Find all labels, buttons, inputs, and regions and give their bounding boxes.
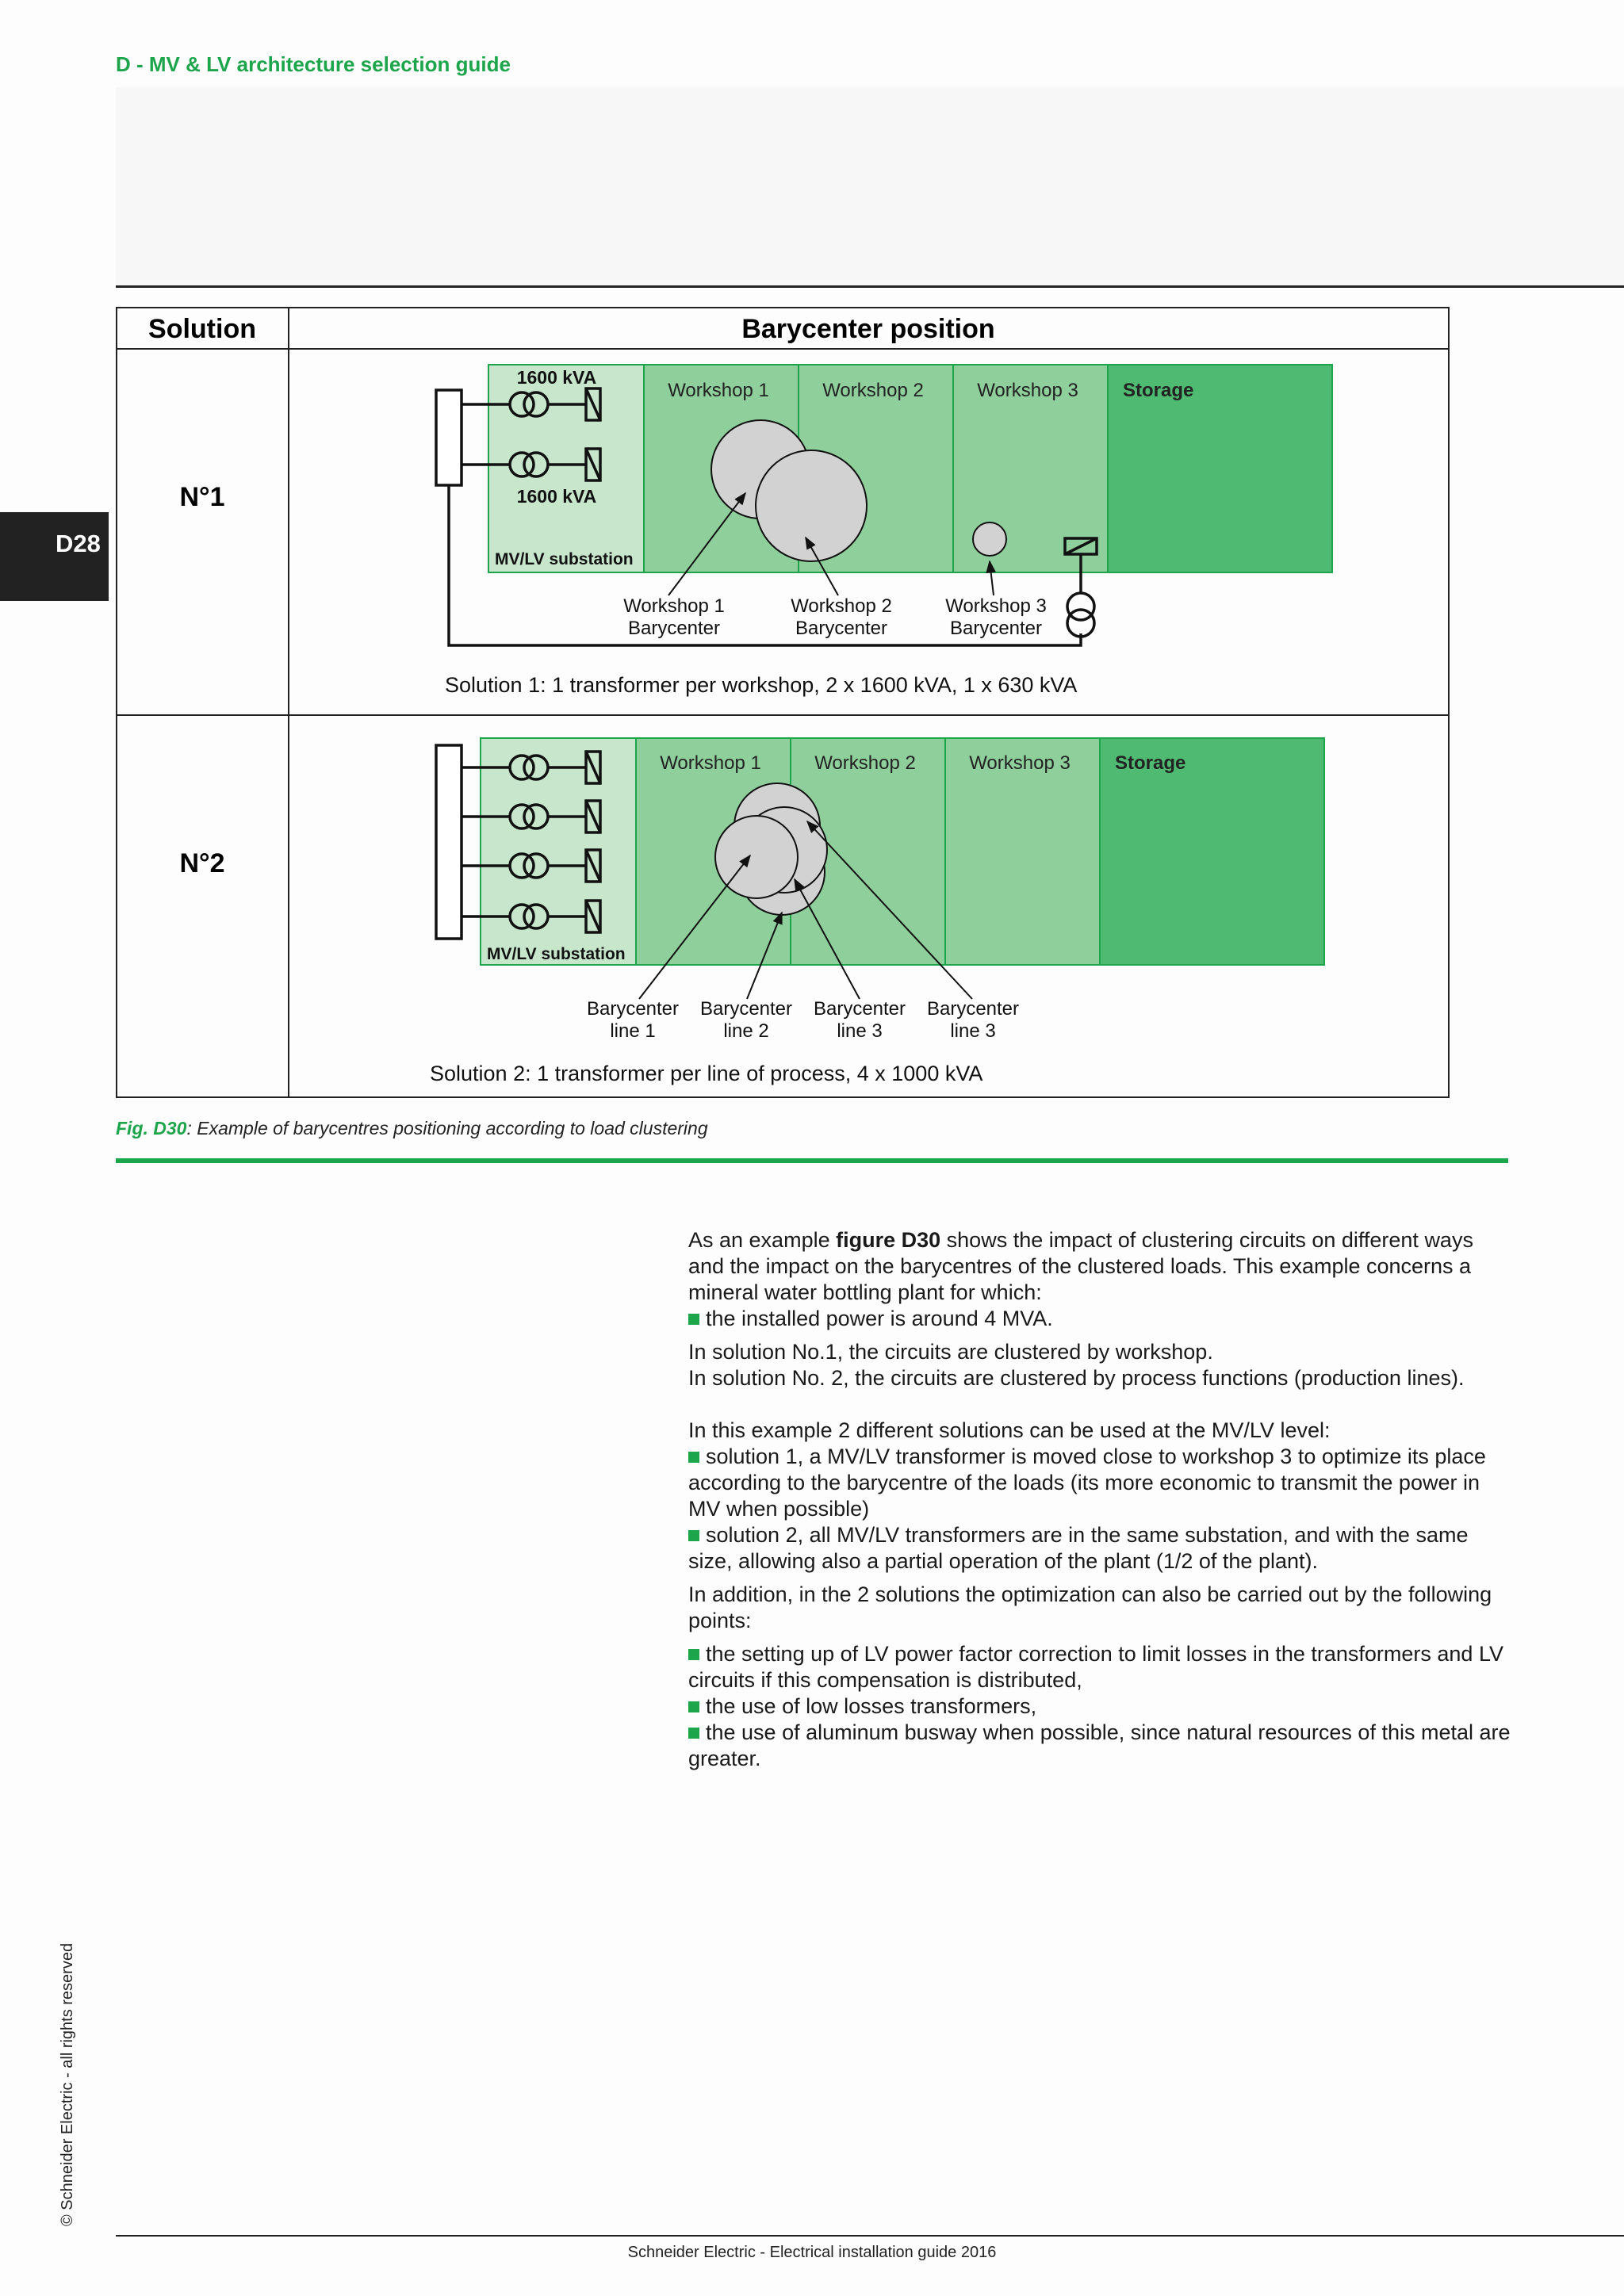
row2-bary-label-2b: line 2 bbox=[723, 1020, 769, 1042]
row1-zone-label-2: Workshop 2 bbox=[822, 380, 924, 401]
row2-substation-label: MV/LV substation bbox=[487, 945, 626, 963]
row2-bary-label-4a: Barycenter bbox=[926, 998, 1020, 1020]
row2-caption: Solution 2: 1 transformer per line of process, 4 x 1000 kVA bbox=[430, 1062, 983, 1085]
row1-zone-label-1: Workshop 1 bbox=[668, 380, 769, 401]
bullet-icon bbox=[688, 1452, 699, 1463]
row2-bary-label-1a: Barycenter bbox=[586, 998, 680, 1020]
row1-zone-label-storage: Storage bbox=[1123, 380, 1194, 401]
top-rule bbox=[116, 285, 1624, 288]
header-title: D - MV & LV architecture selection guide bbox=[116, 52, 511, 76]
row2-barycenter-line1 bbox=[715, 816, 798, 898]
page-tab-label: D28 bbox=[56, 530, 101, 557]
row1-bary-label-2a: Workshop 2 bbox=[791, 595, 892, 617]
row1-barycenter-w3 bbox=[973, 522, 1006, 556]
col-header-barycenter: Barycenter position bbox=[741, 314, 995, 344]
row2-mv-busbar bbox=[436, 745, 462, 939]
figure-d30 bbox=[116, 306, 1456, 1103]
row2-bary-label-4b: line 3 bbox=[950, 1020, 996, 1042]
row2-bary-label-1b: line 1 bbox=[610, 1020, 656, 1042]
row1-transformer-w3-lower bbox=[1067, 610, 1094, 637]
col-header-solution: Solution bbox=[148, 314, 256, 344]
page-tab bbox=[0, 512, 109, 601]
row1-zone-label-3: Workshop 3 bbox=[977, 380, 1078, 401]
row2-zone-label-storage: Storage bbox=[1115, 752, 1186, 774]
row2-bary-label-2a: Barycenter bbox=[699, 998, 793, 1020]
row2-zone-label-1: Workshop 1 bbox=[660, 752, 761, 774]
row2-zone-label-2: Workshop 2 bbox=[814, 752, 916, 774]
figure-divider bbox=[116, 1158, 1508, 1163]
paragraph-mvlv: In this example 2 different solutions can be used at the MV/LV level: solution 1, a MV/LV transformer is moved close to workshop 3 to optimize its place according to the barycentre of the loads (its more economic to transmit the power in MV when possible) solution 2, all MV/LV transformers are in the same substation, and with the same size, allowing also a partial operation of the plant (1/2 of the plant). bbox=[688, 1418, 1486, 1573]
row1-transformer-w3-upper bbox=[1067, 593, 1094, 620]
bottom-rule bbox=[116, 2235, 1624, 2237]
page-footer: Schneider Electric - Electrical installation guide 2016 bbox=[627, 2244, 997, 2261]
row1-label: N°1 bbox=[179, 482, 225, 512]
row2-diagram bbox=[436, 738, 1324, 1042]
row1-bary-label-3a: Workshop 3 bbox=[945, 595, 1047, 617]
bullet-icon bbox=[688, 1701, 699, 1712]
bullet-icon bbox=[688, 1530, 699, 1541]
row1-diagram bbox=[436, 365, 1332, 645]
header-panel bbox=[116, 87, 1624, 285]
paragraph-optimization: In addition, in the 2 solutions the optimization can also be carried out by the following points: bbox=[688, 1582, 1492, 1632]
paragraph-points: the setting up of LV power factor correction to limit losses in the transformers and LV circuits if this compensation is distributed, the use of low losses transformers, the use of aluminum busway when possible, since natural resources of this metal are greater. bbox=[688, 1642, 1511, 1770]
row1-substation-label: MV/LV substation bbox=[495, 550, 634, 568]
bullet-icon bbox=[688, 1649, 699, 1660]
row1-barycenter-w2 bbox=[756, 450, 867, 561]
bullet-icon bbox=[688, 1728, 699, 1739]
figure-caption bbox=[116, 1118, 708, 1139]
row2-zone-substation bbox=[481, 738, 636, 965]
row1-kva-bottom: 1600 kVA bbox=[516, 486, 597, 507]
row2-label: N°2 bbox=[179, 848, 225, 878]
row1-bary-label-3b: Barycenter bbox=[949, 618, 1043, 639]
row2-bary-label-3a: Barycenter bbox=[813, 998, 906, 1020]
paragraph-intro: As an example figure D30 shows the impact of clustering circuits on different ways and the impact on the barycentres of the clustered loads. This example concerns a mineral water bottling plant for which: the installed power is around 4 MVA. bbox=[688, 1228, 1473, 1330]
row1-kva-top: 1600 kVA bbox=[516, 367, 597, 388]
row2-bary-label-3b: line 3 bbox=[837, 1020, 883, 1042]
bullet-icon bbox=[688, 1314, 699, 1325]
row1-mv-busbar bbox=[436, 390, 462, 485]
row1-bary-label-2b: Barycenter bbox=[795, 618, 888, 639]
figure-caption-text: : Example of barycentres positioning according to load clustering bbox=[186, 1118, 708, 1138]
row1-bary-label-1a: Workshop 1 bbox=[623, 595, 725, 617]
figure-caption-label: Fig. D30 bbox=[116, 1118, 187, 1138]
copyright: © Schneider Electric - all rights reserved bbox=[59, 1942, 76, 2226]
row1-caption: Solution 1: 1 transformer per workshop, 2 x 1600 kVA, 1 x 630 kVA bbox=[445, 673, 1078, 697]
paragraph-solutions: In solution No.1, the circuits are clustered by workshop. In solution No. 2, the circuits are clustered by process functions (production lines). bbox=[688, 1340, 1465, 1390]
body-text bbox=[688, 1227, 1513, 1779]
row2-zone-label-3: Workshop 3 bbox=[969, 752, 1071, 774]
row1-bary-label-1b: Barycenter bbox=[627, 618, 721, 639]
